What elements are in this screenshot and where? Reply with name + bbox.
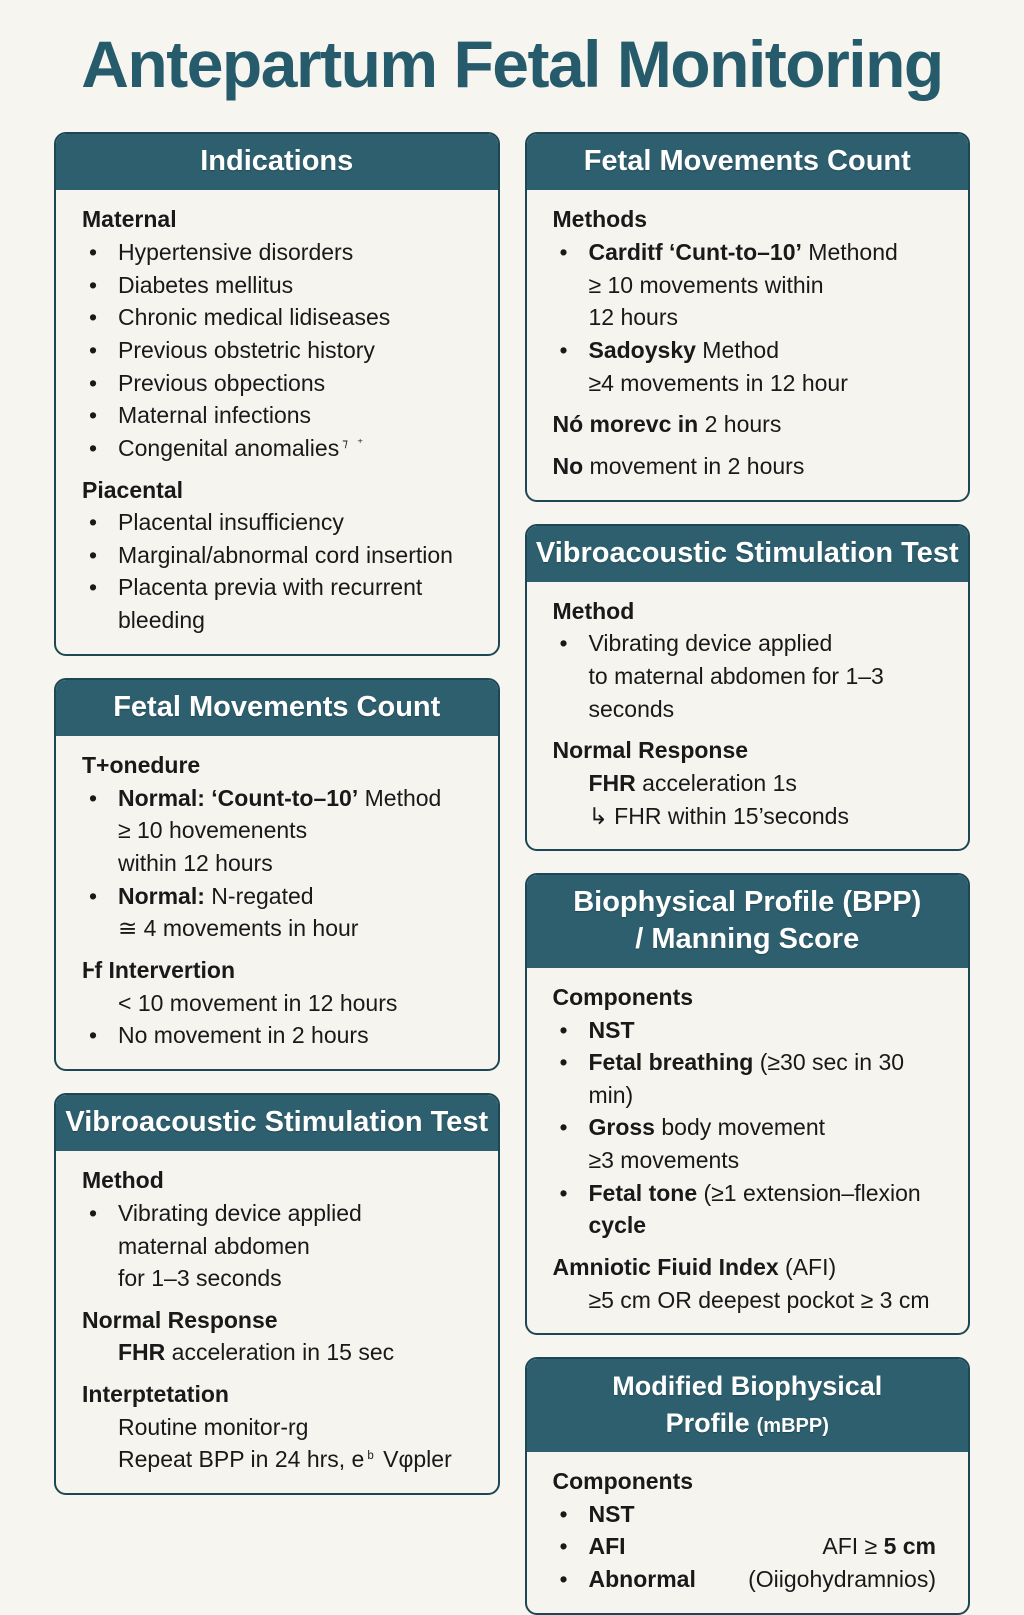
- bullet-item: [82, 782, 472, 815]
- row-text: ≥5 cm OR deepest pockot ≥ 3 cm: [588, 1286, 930, 1313]
- content-columns: [0, 132, 1024, 1615]
- row-text: T+onedure: [82, 752, 201, 779]
- row-text: NST: [588, 1016, 635, 1043]
- bullet-item: [553, 1530, 943, 1563]
- bullet-dot-icon: •: [89, 509, 98, 536]
- card-title: Vibroacoustic Stimulation Test: [65, 1105, 489, 1138]
- row-text: Vibrating device applied: [588, 630, 833, 657]
- card-fetal-movements-right: [525, 132, 971, 502]
- bullet-dot-icon: •: [89, 271, 98, 298]
- section-heading: [553, 1465, 943, 1498]
- card-title-line2: / Manning Score: [635, 922, 860, 955]
- row-text: Piacental: [82, 476, 183, 503]
- row-text: Marginal/abnormal cord insertion: [118, 541, 453, 568]
- section-heading: [82, 474, 472, 507]
- bullet-dot-icon: •: [559, 1500, 568, 1527]
- row-text: 12 hours: [588, 304, 679, 331]
- row-right-text: AFI ≥ 5 cm: [822, 1533, 936, 1560]
- section-heading: [82, 1164, 472, 1197]
- row-text: within 12 hours: [118, 850, 273, 876]
- bullet-dot-icon: •: [89, 434, 98, 461]
- bullet-dot-icon: •: [89, 304, 98, 331]
- text-line: [553, 767, 943, 800]
- card-title: Fetal Movements Count: [113, 690, 441, 723]
- bullet-item: [82, 1019, 472, 1052]
- row-text: cycle: [588, 1212, 647, 1239]
- bullet-item: [82, 236, 472, 269]
- row-text: Hypertensive disorders: [118, 238, 354, 265]
- bullet-item: [82, 571, 472, 604]
- row-text: Carditf ‘Cunt-to–10’ Methond: [588, 238, 898, 265]
- row-text: Maternal: [82, 206, 177, 233]
- text-line: [553, 693, 943, 726]
- row-text: Placenta previa with recurrent: [118, 574, 423, 601]
- bullet-dot-icon: •: [89, 369, 98, 396]
- section-heading: [553, 408, 943, 441]
- section-heading: [553, 595, 943, 628]
- card-indications-header: [56, 134, 498, 190]
- row-text: Gross body movement: [588, 1114, 826, 1141]
- bullet-dot-icon: •: [89, 402, 98, 429]
- bullet-dot-icon: •: [559, 336, 568, 363]
- card-vibroacoustic-right-header: [527, 526, 969, 582]
- text-line: [553, 1209, 943, 1242]
- card-vibroacoustic-left-header: [56, 1095, 498, 1151]
- text-line: [82, 847, 472, 880]
- row-text: Repeat BPP in 24 hrs, e $^b$ Vφpler: [118, 1446, 452, 1473]
- bullet-item: [82, 539, 472, 572]
- row-text: Vibrating device applied: [118, 1199, 362, 1226]
- section-heading: [82, 954, 472, 987]
- row-text: Placental insufficiency: [118, 509, 344, 536]
- text-line: [553, 800, 943, 833]
- row-text: to maternal abdomen for 1–3: [588, 663, 884, 690]
- bullet-dot-icon: •: [559, 1049, 568, 1076]
- row-text: Abnormal: [588, 1565, 696, 1592]
- row-text: Fetal tone (≥1 extension–flexion: [588, 1179, 921, 1206]
- row-text: Nó morevc in 2 hours: [552, 411, 782, 438]
- bullet-item: [82, 506, 472, 539]
- bullet-item: [82, 334, 472, 367]
- row-text: Normal: N-regated: [118, 882, 314, 909]
- superscript-mark: ⁊ ⁺: [342, 438, 367, 451]
- text-line: [82, 987, 472, 1020]
- row-text: Method: [552, 597, 635, 624]
- text-line: [553, 1144, 943, 1177]
- row-right-text: (Oiigohydramnios): [748, 1565, 936, 1592]
- superscript-mark: b: [367, 1449, 377, 1462]
- text-line: [82, 1262, 472, 1295]
- card-title: Vibroacoustic Stimulation Test: [535, 536, 959, 569]
- card-fetal-movements-left-header: [56, 680, 498, 736]
- card-fetal-movements-right-header: [527, 134, 969, 190]
- row-text: ≥3 movements: [588, 1147, 740, 1174]
- row-text: Previous obstetric history: [118, 336, 375, 363]
- bullet-dot-icon: •: [89, 574, 98, 601]
- row-text: NST: [588, 1500, 635, 1527]
- text-line: [82, 912, 472, 945]
- card-mbpp-body: [527, 1452, 969, 1613]
- text-line: [553, 269, 943, 302]
- row-text: Normal Response: [552, 737, 749, 764]
- bullet-item: [553, 1014, 943, 1047]
- bullet-item: [553, 236, 943, 269]
- bullet-dot-icon: •: [89, 541, 98, 568]
- card-bpp-manning-body: [527, 968, 969, 1334]
- bullet-item: [553, 1177, 943, 1210]
- row-text: AFI: [588, 1533, 626, 1560]
- row-text: Components: [552, 1467, 694, 1494]
- bullet-item: [553, 1498, 943, 1531]
- card-bpp-manning-header: [527, 875, 969, 968]
- card-title: Indications: [200, 145, 354, 177]
- section-heading: [553, 203, 943, 236]
- row-text: FHR acceleration 1s: [588, 770, 797, 797]
- text-line: [82, 814, 472, 847]
- row-text: Routine monitor-rg: [118, 1413, 309, 1440]
- card-title-suffix: (mBPP): [756, 1414, 829, 1437]
- bullet-item: [82, 880, 472, 913]
- bullet-item: [553, 334, 943, 367]
- bullet-item: [82, 1197, 472, 1230]
- card-fetal-movements-left: [54, 678, 500, 1071]
- section-heading: [82, 749, 472, 782]
- section-heading: [82, 1304, 472, 1337]
- bullet-item: [82, 269, 472, 302]
- row-text: Normal Response: [82, 1306, 278, 1333]
- card-fetal-movements-right-body: [527, 190, 969, 499]
- bullet-dot-icon: •: [559, 1016, 568, 1043]
- row-text: Sadoysky Method: [588, 336, 780, 363]
- card-vibroacoustic-left-body: [56, 1151, 498, 1493]
- row-text: Previous obpections: [118, 369, 326, 396]
- section-heading: [82, 203, 472, 236]
- right-column: [525, 132, 971, 1615]
- card-title: Modified Biophysical Profile: [612, 1371, 883, 1438]
- card-bpp-manning: [525, 873, 971, 1335]
- row-text: Ⱶf Intervertion: [82, 956, 236, 983]
- row-text: Chronic medical lidiseases: [118, 304, 391, 331]
- bullet-item: [553, 1046, 943, 1111]
- bullet-dot-icon: •: [559, 1533, 568, 1560]
- text-line: [82, 1443, 472, 1476]
- bullet-dot-icon: •: [89, 882, 98, 909]
- bullet-dot-icon: •: [559, 1179, 568, 1206]
- card-indications: [54, 132, 500, 656]
- bullet-dot-icon: •: [559, 630, 568, 657]
- row-text: Fetal breathing (≥30 sec in 30 min): [588, 1049, 905, 1108]
- card-vibroacoustic-right: [525, 524, 971, 852]
- text-line: [553, 1284, 943, 1317]
- bullet-dot-icon: •: [559, 1565, 568, 1592]
- text-line: [82, 1230, 472, 1263]
- bullet-dot-icon: •: [89, 1022, 98, 1049]
- card-title: Fetal Movements Count: [583, 145, 911, 177]
- section-heading: [82, 1378, 472, 1411]
- bullet-item: [82, 301, 472, 334]
- card-mbpp-header: [527, 1359, 969, 1452]
- bullet-dot-icon: •: [89, 238, 98, 265]
- bullet-item: [553, 1111, 943, 1144]
- text-line: [553, 367, 943, 400]
- row-text: seconds: [588, 695, 675, 722]
- row-text: Components: [552, 983, 694, 1010]
- left-column: [54, 132, 500, 1495]
- bullet-item: [82, 367, 472, 400]
- card-vibroacoustic-right-body: [527, 582, 969, 850]
- row-text: Diabetes mellitus: [118, 271, 294, 298]
- text-line: [553, 660, 943, 693]
- bullet-dot-icon: •: [89, 1199, 98, 1226]
- section-heading: [553, 734, 943, 767]
- bullet-dot-icon: •: [89, 784, 98, 811]
- card-mbpp: [525, 1357, 971, 1614]
- row-text: No movement in 2 hours: [118, 1022, 369, 1049]
- section-heading: [553, 981, 943, 1014]
- bullet-item: [553, 1563, 943, 1596]
- card-indications-body: [56, 190, 498, 654]
- row-text: ≥ 10 hovemenents: [118, 817, 308, 844]
- section-heading: [553, 1251, 943, 1284]
- row-text: No movement in 2 hours: [552, 452, 805, 479]
- row-text: Amniotic Fiuid Index (AFI): [552, 1254, 837, 1281]
- row-text: Interptetation: [82, 1381, 229, 1408]
- bullet-item: [82, 432, 472, 465]
- section-heading: [553, 450, 943, 483]
- card-title: Biophysical Profile (BPP): [573, 886, 922, 919]
- bullet-item: [553, 627, 943, 660]
- row-text: Methods: [552, 206, 648, 233]
- text-line: [553, 301, 943, 334]
- text-line: [82, 1336, 472, 1369]
- page-title: Antepartum Fetal Monitoring: [81, 27, 943, 101]
- bullet-dot-icon: •: [559, 1114, 568, 1141]
- bullet-item: [82, 399, 472, 432]
- row-text: for 1–3 seconds: [118, 1265, 282, 1292]
- text-line: [82, 1411, 472, 1444]
- row-text: Normal: ‘Count-to–10’ Method: [118, 784, 442, 811]
- text-line: [82, 604, 472, 637]
- row-text: maternal abdomen: [118, 1232, 310, 1259]
- row-text: Congenital anomalies ⁊ ⁺: [118, 434, 367, 461]
- row-text: ≥ 10 movements within: [588, 271, 824, 298]
- row-text: Maternal infections: [118, 402, 312, 429]
- row-text: FHR acceleration in 15 sec: [118, 1339, 395, 1366]
- card-fetal-movements-left-body: [56, 736, 498, 1069]
- bullet-dot-icon: •: [559, 238, 568, 265]
- row-text: ≥4 movements in 12 hour: [588, 369, 848, 396]
- row-text: < 10 movement in 12 hours: [118, 989, 398, 1016]
- row-text: bleeding: [118, 607, 205, 634]
- row-text: Method: [82, 1167, 164, 1194]
- card-vibroacoustic-left: [54, 1093, 500, 1495]
- row-text: ↳ FHR within 15’seconds: [588, 802, 849, 829]
- bullet-dot-icon: •: [89, 336, 98, 363]
- row-text: ≅ 4 movements in hour: [118, 915, 359, 942]
